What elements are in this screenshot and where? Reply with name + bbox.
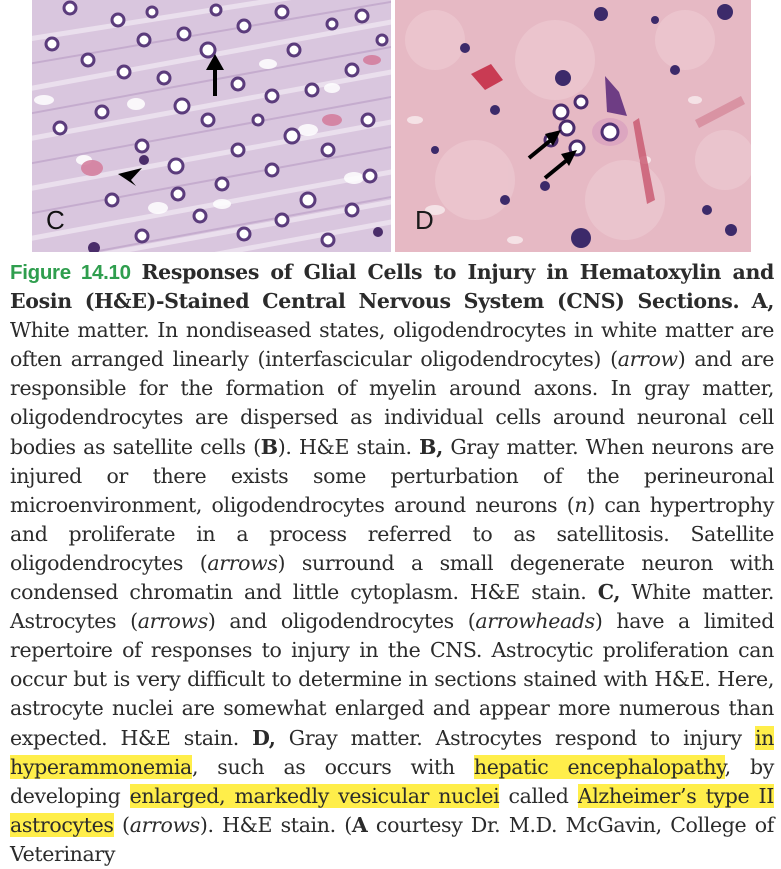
figure-panels (0, 0, 781, 252)
figure-caption (10, 258, 774, 869)
caption-text: ). H&E stain. ( (199, 812, 352, 837)
italic-term: n (574, 492, 588, 517)
caption-text (739, 289, 751, 313)
italic-term: arrowheads (475, 609, 595, 634)
caption-text: ( (113, 812, 130, 837)
micrograph-image-d (395, 0, 751, 252)
caption-text: ) and are responsible for the formation of myelin around axons. In gray matter, oligodendrocytes are dispersed as individual cells around neuronal cell bodies as satellite cells ( (10, 347, 774, 459)
caption-text: ) surround a small degenerate neuron with condensed chromatin and little cytoplasm. H&E stain. (10, 550, 774, 605)
panel-reference: A (351, 812, 368, 837)
panel-reference: B (260, 434, 278, 459)
caption-text: ) can hypertrophy and proliferate in a process referred to as satellitosis. Satellite oligodendrocytes ( (10, 492, 774, 575)
micrograph-panel-c (32, 0, 391, 252)
caption-text: , by developing (10, 754, 775, 808)
italic-term: arrow (617, 347, 678, 372)
caption-text: ) have a limited repertoire of responses to injury in the CNS. Astrocytic proliferation can occur but is very difficult to determine in sections stained with H&E. Here, astrocyte nuclei are somewhat enlarged and appear more numerous than expected. H&E stain. (10, 609, 774, 750)
caption-text: White matter. Astrocytes ( (10, 580, 774, 634)
caption-text: ). H&E stain. (277, 434, 420, 459)
highlighted-text: in hyperammonemia (10, 725, 774, 779)
caption-text: courtesy Dr. M.D. McGavin, College of Veterinary (10, 812, 774, 866)
highlighted-text: hepatic encephalopathy (473, 754, 725, 779)
italic-term: arrows (207, 550, 278, 575)
italic-term: arrows (137, 609, 208, 634)
caption-text: called (499, 783, 578, 808)
caption-text: ) and oligodendrocytes ( (207, 609, 476, 634)
panel-reference: D, (252, 725, 276, 750)
caption-text: Gray matter. Astrocytes respond to injury (275, 725, 755, 750)
highlighted-text: enlarged, markedly vesicular nuclei (129, 783, 500, 808)
italic-term: arrows (129, 812, 200, 837)
panel-letter-d: D (415, 205, 434, 235)
caption-text: White matter. In nondiseased states, oligodendrocytes in white matter are often arranged linearly (interfascicular oligodendrocytes) ( (10, 318, 774, 372)
micrograph-panel-d (395, 0, 751, 252)
panel-letter-c: C (46, 205, 65, 235)
caption-body (10, 289, 774, 866)
figure-title: Responses of Glial Cells to Injury in Hematoxylin and Eosin (H&E)-Stained Central Nervous System (CNS) Sections. (10, 260, 774, 314)
micrograph-image-c (32, 0, 391, 252)
panel-reference: C, (597, 580, 621, 605)
caption-text: Gray matter. When neurons are injured or there exists some perturbation of the perineuronal microenvironment, oligodendrocytes around neurons ( (10, 434, 774, 517)
panel-reference: B, (419, 434, 443, 459)
panel-reference: A, (751, 289, 774, 314)
figure-label: Figure 14.10 (10, 261, 131, 284)
highlighted-text: Alzheimer’s type II astrocytes (10, 783, 774, 837)
caption-text: , such as occurs with (191, 754, 474, 779)
